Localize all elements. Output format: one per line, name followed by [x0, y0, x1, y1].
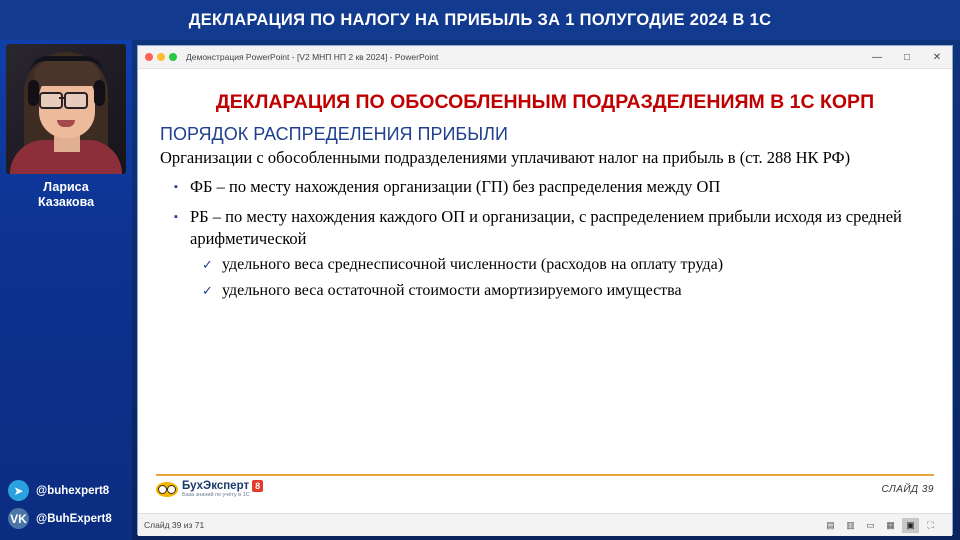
social-telegram[interactable]: [8, 480, 132, 501]
check-bullet-icon: ✓: [202, 283, 213, 298]
page-title: ДЕКЛАРАЦИЯ ПО НАЛОГУ НА ПРИБЫЛЬ ЗА 1 ПОЛУГОДИЕ 2024 В 1С: [188, 10, 772, 29]
vk-icon: VK: [8, 508, 29, 529]
slide-intro-text: Организации с обособленными подразделениями уплачивают налог на прибыль в (ст. 288 НК РФ): [160, 148, 851, 167]
slide-counter: Слайд 39 из 71: [144, 520, 205, 530]
slide-footer: [156, 474, 934, 499]
logo-name: [182, 480, 263, 492]
check-bullet-icon: ✓: [202, 257, 213, 272]
glasses-left-lens: [39, 92, 63, 109]
window-controls: [862, 46, 952, 68]
window-titlebar[interactable]: [138, 46, 952, 69]
logo-badge: 8: [252, 480, 263, 492]
zoom-dot-icon[interactable]: [169, 53, 177, 61]
vk-handle: @BuhExpert8: [36, 512, 112, 525]
powerpoint-status-bar: [138, 513, 952, 536]
square-bullet-icon: ▪: [174, 181, 178, 193]
presenter-name-first: Лариса: [43, 180, 89, 194]
powerpoint-window: [138, 46, 952, 534]
slide-sub-bullet: [202, 254, 930, 276]
headphone-band: [30, 56, 103, 73]
slide-subtitle: ПОРЯДОК РАСПРЕДЕЛЕНИЯ ПРИБЫЛИ: [160, 124, 508, 144]
social-vk[interactable]: [8, 508, 132, 529]
normal-view-icon[interactable]: ▤: [826, 519, 835, 530]
sorter-view-icon[interactable]: ▥: [846, 519, 855, 530]
logo-name-text: БухЭксперт: [182, 480, 250, 492]
slide-bullet: [174, 206, 930, 250]
notes-view-icon[interactable]: ▦: [886, 519, 895, 530]
window-caption: Демонстрация PowerPoint - [V2 МНП НП 2 кв 2024] - PowerPoint: [186, 52, 439, 62]
presenter-name: [0, 180, 132, 210]
buhexpert-logo: [156, 480, 263, 499]
telegram-icon: ➤: [8, 480, 29, 501]
glasses-right-lens: [64, 92, 88, 109]
maximize-button[interactable]: □: [903, 51, 911, 63]
fit-slide-icon[interactable]: ⛶: [927, 519, 934, 530]
view-controls: [822, 518, 946, 533]
owl-icon: [156, 482, 178, 497]
headphone-left-cup: [28, 80, 39, 106]
telegram-handle: @buhexpert8: [36, 484, 110, 497]
webcam-video: [6, 44, 126, 174]
slide-sub-bullet-text: удельного веса остаточной стоимости амортизируемого имущества: [222, 282, 682, 299]
minimize-button[interactable]: —: [872, 51, 882, 63]
slide-bullet-text: ФБ – по месту нахождения организации (ГП) без распределения между ОП: [190, 177, 721, 196]
window-traffic-lights: [145, 53, 177, 61]
close-dot-icon[interactable]: [145, 53, 153, 61]
slide-number-label: СЛАЙД 39: [881, 484, 934, 495]
slide-title: ДЕКЛАРАЦИЯ ПО ОБОСОБЛЕННЫМ ПОДРАЗДЕЛЕНИЯМ В 1С КОРП: [215, 91, 875, 113]
slideshow-view-icon[interactable]: ▣: [902, 518, 919, 533]
presenter-sidebar: [0, 40, 132, 540]
slide-canvas[interactable]: [138, 69, 952, 513]
presenter-name-last: Казакова: [37, 195, 95, 209]
top-banner: [0, 0, 960, 40]
slide-bullet-text: РБ – по месту нахождения каждого ОП и организации, с распределением прибыли исходя из средней арифметической: [190, 207, 902, 248]
slide-sub-bullet-text: удельного веса среднесписочной численности (расходов на оплату труда): [222, 256, 724, 273]
headphone-right-cup: [94, 80, 105, 106]
square-bullet-icon: ▪: [174, 211, 178, 223]
minimize-dot-icon[interactable]: [157, 53, 165, 61]
glasses-bridge: [59, 97, 66, 99]
close-button[interactable]: ✕: [932, 51, 942, 63]
slide-content: [146, 73, 944, 509]
slide-bullet: [174, 176, 930, 199]
logo-subtitle: База знаний по учёту в 1С: [182, 492, 250, 498]
slide-sub-bullet: [202, 280, 930, 302]
reading-view-icon[interactable]: ▭: [866, 519, 875, 530]
